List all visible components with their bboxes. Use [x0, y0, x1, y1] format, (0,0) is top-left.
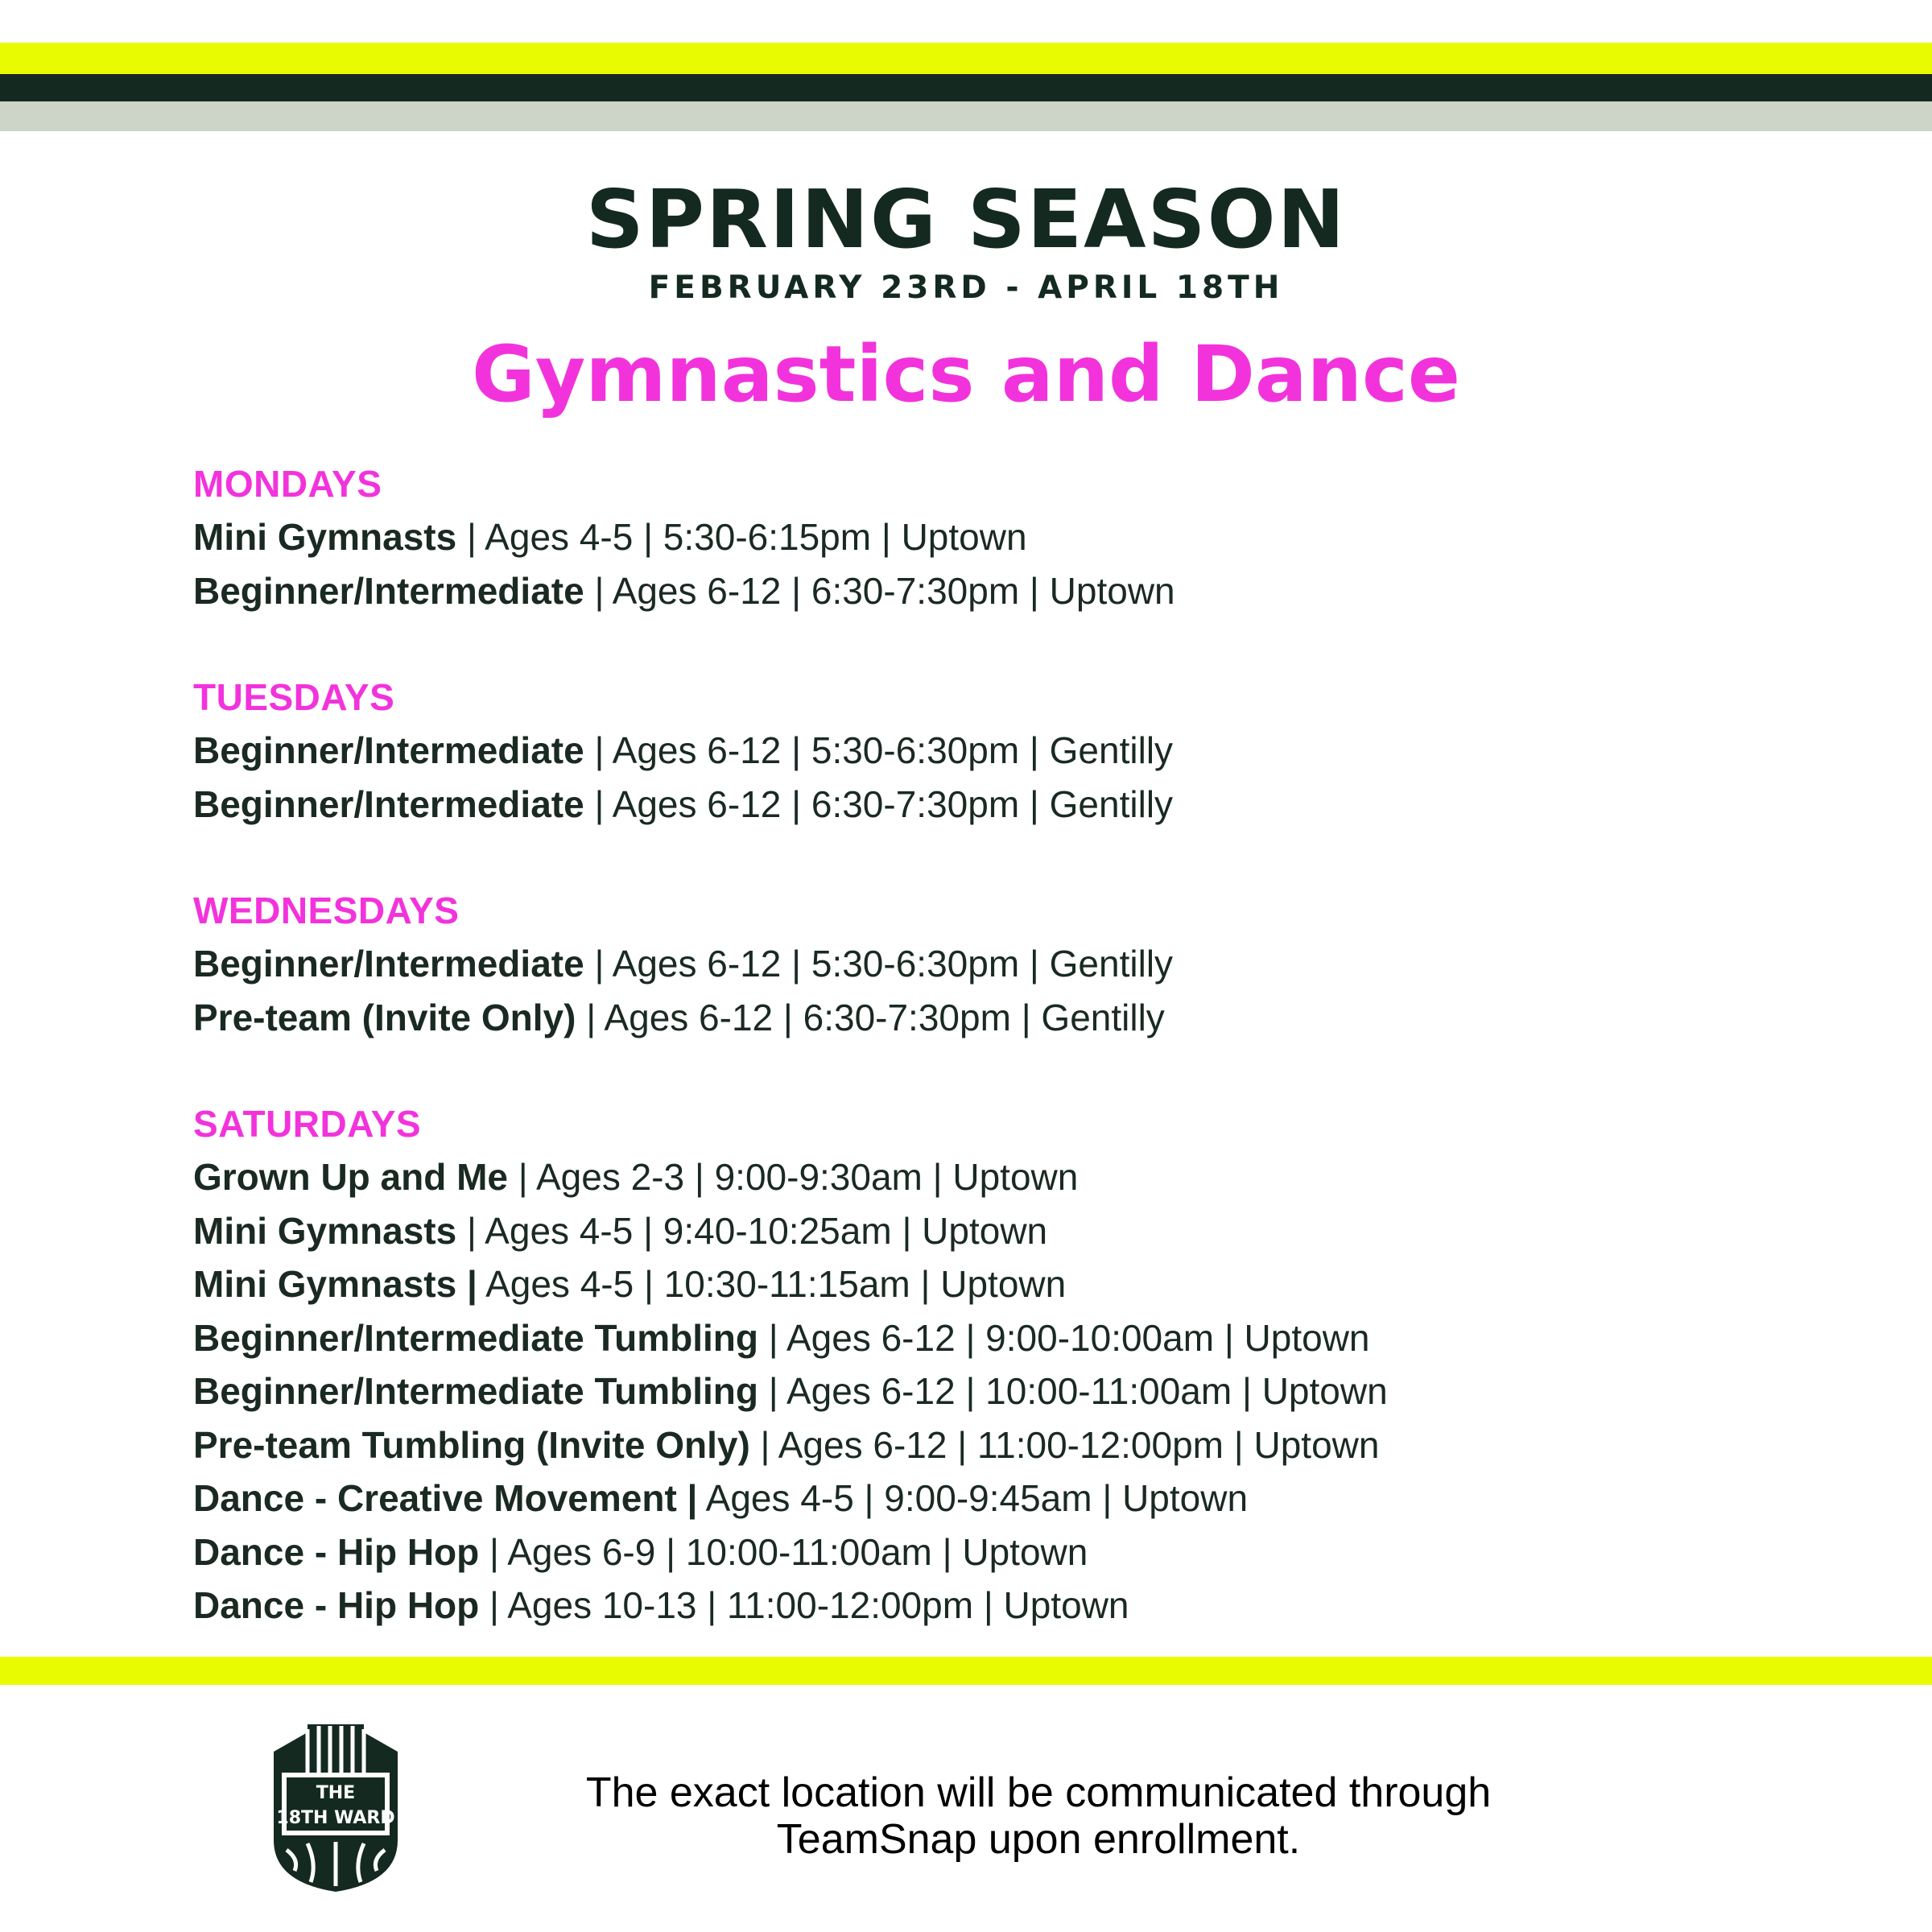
day-heading-saturdays: SATURDAYS: [193, 1103, 422, 1145]
session-detail: Ages 4-5 | 9:00-9:45am | Uptown: [697, 1477, 1249, 1519]
session-row: [193, 1311, 1723, 1365]
session-name: Mini Gymnasts |: [193, 1263, 477, 1305]
day-block-wednesdays: [193, 884, 1723, 1044]
session-name: Pre-team (Invite Only): [193, 996, 576, 1038]
session-detail: | Ages 6-12 | 5:30-6:30pm | Gentilly: [584, 729, 1174, 771]
session-name: Grown Up and Me: [193, 1156, 508, 1198]
session-name: Beginner/Intermediate Tumbling: [193, 1370, 758, 1412]
session-row: [193, 778, 1723, 832]
session-detail: Ages 4-5 | 10:30-11:15am | Uptown: [477, 1263, 1067, 1305]
season-dates: FEBRUARY 23RD - APRIL 18TH: [648, 270, 1284, 306]
session-name: Mini Gymnasts: [193, 516, 457, 558]
day-heading-wednesdays: WEDNESDAYS: [193, 890, 460, 931]
day-block-saturdays: [193, 1097, 1723, 1633]
top-stripe-gray: [0, 101, 1932, 131]
session-name: Mini Gymnasts: [193, 1209, 457, 1252]
session-row: [193, 1364, 1723, 1418]
session-name: Beginner/Intermediate: [193, 569, 584, 612]
logo-text-line2: 18TH WARD: [276, 1808, 395, 1828]
session-detail: | Ages 6-12 | 6:30-7:30pm | Gentilly: [584, 782, 1174, 825]
footer-note-line1: The exact location will be communicated through: [585, 1769, 1492, 1816]
footer-note-line2: TeamSnap upon enrollment.: [776, 1816, 1301, 1863]
session-row: [193, 1204, 1723, 1258]
season-title: SPRING SEASON: [585, 172, 1347, 266]
session-detail: | Ages 6-12 | 6:30-7:30pm | Uptown: [584, 569, 1175, 612]
session-detail: | Ages 6-9 | 10:00-11:00am | Uptown: [479, 1530, 1088, 1573]
session-detail: | Ages 6-12 | 5:30-6:30pm | Gentilly: [584, 943, 1174, 985]
day-block-mondays: [193, 457, 1723, 617]
footer-note: [483, 1769, 1594, 1863]
session-row: [193, 937, 1723, 991]
session-detail: | Ages 2-3 | 9:00-9:30am | Uptown: [508, 1156, 1079, 1198]
session-detail: | Ages 6-12 | 10:00-11:00am | Uptown: [758, 1370, 1388, 1412]
session-detail: | Ages 10-13 | 11:00-12:00pm | Uptown: [479, 1584, 1129, 1626]
session-name: Beginner/Intermediate: [193, 782, 584, 825]
session-name: Beginner/Intermediate: [193, 943, 584, 985]
session-name: Pre-team Tumbling (Invite Only): [193, 1423, 750, 1466]
session-row: [193, 991, 1723, 1045]
schedule: [193, 457, 1723, 1633]
top-stripe-yellow: [0, 43, 1932, 74]
session-row: [193, 1418, 1723, 1472]
session-name: Dance - Creative Movement |: [193, 1477, 698, 1519]
session-name: Dance - Hip Hop: [193, 1530, 480, 1573]
session-row: [193, 510, 1723, 564]
session-detail: | Ages 4-5 | 9:40-10:25am | Uptown: [456, 1209, 1048, 1252]
session-row: [193, 1257, 1723, 1311]
program-title: Gymnastics and Dance: [471, 329, 1461, 419]
day-block-tuesdays: [193, 671, 1723, 831]
session-row: [193, 724, 1723, 778]
session-name: Beginner/Intermediate Tumbling: [193, 1316, 758, 1359]
session-row: [193, 1525, 1723, 1579]
session-row: [193, 1472, 1723, 1525]
shield-logo-icon: [259, 1721, 412, 1895]
day-heading-tuesdays: TUESDAYS: [193, 676, 395, 718]
session-row: [193, 1150, 1723, 1204]
session-detail: | Ages 4-5 | 5:30-6:15pm | Uptown: [456, 516, 1027, 558]
day-heading-mondays: MONDAYS: [193, 463, 382, 505]
logo-text-line1: THE: [316, 1783, 356, 1803]
session-detail: | Ages 6-12 | 6:30-7:30pm | Gentilly: [576, 996, 1165, 1038]
session-row: [193, 1579, 1723, 1633]
top-stripe-dark: [0, 74, 1932, 101]
session-detail: | Ages 6-12 | 9:00-10:00am | Uptown: [758, 1316, 1370, 1359]
session-name: Beginner/Intermediate: [193, 729, 584, 771]
bottom-stripe-yellow: [0, 1657, 1932, 1685]
session-name: Dance - Hip Hop: [193, 1584, 480, 1626]
session-row: [193, 564, 1723, 618]
session-detail: | Ages 6-12 | 11:00-12:00pm | Uptown: [749, 1423, 1380, 1466]
